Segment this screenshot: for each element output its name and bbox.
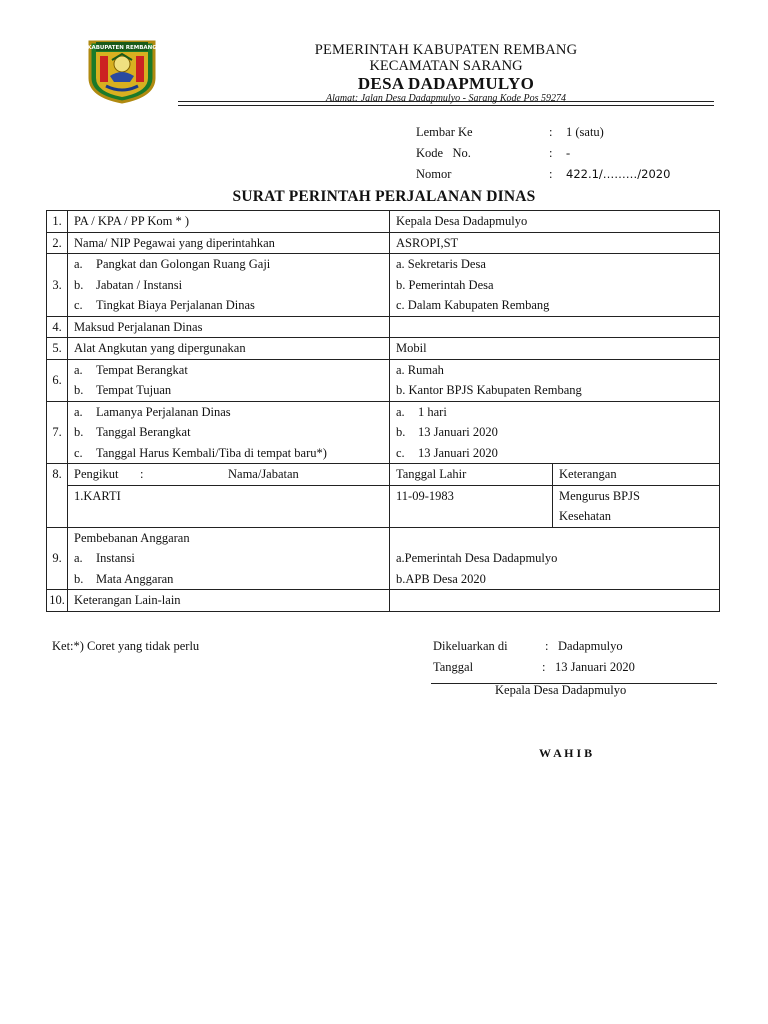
kode-separator: : xyxy=(549,146,553,160)
sub-label: Lamanya Perjalanan Dinas xyxy=(96,404,231,419)
row-number: 2. xyxy=(47,232,68,254)
lembar-label: Lembar Ke xyxy=(416,125,473,139)
row-label-group xyxy=(68,527,390,590)
sub-value: b. Pemerintah Desa xyxy=(396,277,494,292)
letterhead-district: KECAMATAN SARANG xyxy=(369,58,523,74)
date-separator: : xyxy=(542,660,546,674)
sub-letter: c. xyxy=(74,298,83,312)
sub-letter: a. xyxy=(74,257,83,271)
pengikut-label: Pengikut xyxy=(74,467,119,481)
table-row xyxy=(47,527,720,590)
table-row xyxy=(47,316,720,338)
sub-letter: c. xyxy=(396,445,405,460)
table-row xyxy=(47,464,720,486)
sub-label: Tingkat Biaya Perjalanan Dinas xyxy=(96,298,255,312)
row-number: 1. xyxy=(47,211,68,233)
sub-value: a. Rumah xyxy=(396,362,444,377)
row-label: Keterangan Lain-lain xyxy=(68,590,390,612)
table-row xyxy=(47,338,720,360)
letterhead-government: PEMERINTAH KABUPATEN REMBANG xyxy=(314,42,578,58)
sub-letter: a. xyxy=(74,551,83,565)
letterhead-address: Alamat: Jalan Desa Dadapmulyo - Sarang Kode Pos 59274 xyxy=(326,93,566,104)
sub-value: 13 Januari 2020 xyxy=(418,445,498,460)
sub-letter: b. xyxy=(396,425,406,439)
letterhead-divider-thin xyxy=(178,105,714,106)
sub-label: Tempat Tujuan xyxy=(96,383,172,397)
row-number: 8. xyxy=(47,464,68,528)
sub-letter: b. xyxy=(74,277,84,292)
row-label-group xyxy=(68,359,390,401)
footnote: Ket:*) Coret yang tidak perlu xyxy=(52,639,200,653)
companion-name: 1.KARTI xyxy=(68,485,390,527)
row-value-group xyxy=(390,401,720,464)
sub-letter: a. xyxy=(74,404,83,419)
row-label: PA / KPA / PP Kom * ) xyxy=(68,211,390,233)
companion-note xyxy=(553,485,720,527)
nama-jabatan-label: Nama/Jabatan xyxy=(228,467,299,481)
date-value: 13 Januari 2020 xyxy=(555,660,635,674)
sub-letter: b. xyxy=(74,571,84,586)
sub-label: Tempat Berangkat xyxy=(96,362,188,377)
row-number: 4. xyxy=(47,316,68,338)
tanggal-lahir-header: Tanggal Lahir xyxy=(390,464,553,486)
sub-value: 1 hari xyxy=(418,404,447,419)
row-label: Nama/ NIP Pegawai yang diperintahkan xyxy=(68,232,390,254)
letterhead-village: DESA DADAPMULYO xyxy=(357,74,535,93)
nomor-value: 422.1/………/2020 xyxy=(566,167,671,181)
row-label: Maksud Perjalanan Dinas xyxy=(68,316,390,338)
sub-label: Pangkat dan Golongan Ruang Gaji xyxy=(96,257,271,271)
issued-at-value: Dadapmulyo xyxy=(558,639,623,653)
lembar-separator: : xyxy=(549,125,553,139)
row-number: 3. xyxy=(47,254,68,317)
nomor-separator: : xyxy=(549,167,553,181)
table-row xyxy=(47,401,720,464)
signer-title: Kepala Desa Dadapmulyo xyxy=(495,683,627,697)
sub-letter: b. xyxy=(74,425,84,439)
row-number: 7. xyxy=(47,401,68,464)
row-label-group xyxy=(68,254,390,317)
table-row xyxy=(47,232,720,254)
logo-text: KABUPATEN REMBANG xyxy=(87,45,157,51)
row-value xyxy=(390,590,720,612)
companion-note-line: Mengurus BPJS xyxy=(559,488,640,503)
row-value: Mobil xyxy=(390,338,720,360)
table-row xyxy=(47,254,720,317)
issued-at-separator: : xyxy=(545,639,549,653)
companion-note-line: Kesehatan xyxy=(559,509,612,523)
nomor-label: Nomor xyxy=(416,167,452,181)
keterangan-header: Keterangan xyxy=(553,464,720,486)
sub-heading: Pembebanan Anggaran xyxy=(74,530,190,545)
signer-name: W A H I B xyxy=(539,746,593,760)
document-title: SURAT PERINTAH PERJALANAN DINAS xyxy=(232,188,536,205)
travel-order-table xyxy=(46,210,720,612)
table-row xyxy=(47,485,720,527)
row-label-group xyxy=(68,401,390,464)
sub-value: b.APB Desa 2020 xyxy=(396,571,486,586)
pengikut-separator: : xyxy=(140,467,144,481)
table-row xyxy=(47,590,720,612)
row-number: 5. xyxy=(47,338,68,360)
kode-label: Kode No. xyxy=(416,146,471,160)
sub-letter: a. xyxy=(396,404,405,419)
sub-label: Tanggal Harus Kembali/Tiba di tempat baru*) xyxy=(96,445,327,460)
sub-value: b. Kantor BPJS Kabupaten Rembang xyxy=(396,383,582,397)
sub-label: Tanggal Berangkat xyxy=(96,425,191,439)
sub-value: c. Dalam Kabupaten Rembang xyxy=(396,298,550,312)
row-number: 9. xyxy=(47,527,68,590)
sub-letter: b. xyxy=(74,383,84,397)
sub-label: Instansi xyxy=(96,551,135,565)
kode-value: - xyxy=(566,146,571,160)
row-value-group xyxy=(390,359,720,401)
row-value xyxy=(390,316,720,338)
sub-value: a. Sekretaris Desa xyxy=(396,257,486,271)
date-label: Tanggal xyxy=(433,660,474,674)
companion-dob: 11-09-1983 xyxy=(390,485,553,527)
sub-label: Mata Anggaran xyxy=(96,571,174,586)
lembar-value: 1 (satu) xyxy=(566,125,604,139)
sub-letter: c. xyxy=(74,445,83,460)
table-row xyxy=(47,359,720,401)
row-value-group xyxy=(390,254,720,317)
sub-letter: a. xyxy=(74,362,83,377)
row-number: 10. xyxy=(47,590,68,612)
table-row xyxy=(47,211,720,233)
letterhead-divider-thick xyxy=(178,101,714,102)
companion-header xyxy=(68,464,390,486)
row-value-group xyxy=(390,527,720,590)
row-number: 6. xyxy=(47,359,68,401)
regency-emblem-logo xyxy=(86,38,158,104)
sub-value: a.Pemerintah Desa Dadapmulyo xyxy=(396,551,558,565)
row-value: ASROPI,ST xyxy=(390,232,720,254)
row-value: Kepala Desa Dadapmulyo xyxy=(390,211,720,233)
issued-at-label: Dikeluarkan di xyxy=(433,639,508,653)
sub-label: Jabatan / Instansi xyxy=(96,277,183,292)
row-label: Alat Angkutan yang dipergunakan xyxy=(68,338,390,360)
sub-value: 13 Januari 2020 xyxy=(418,425,498,439)
